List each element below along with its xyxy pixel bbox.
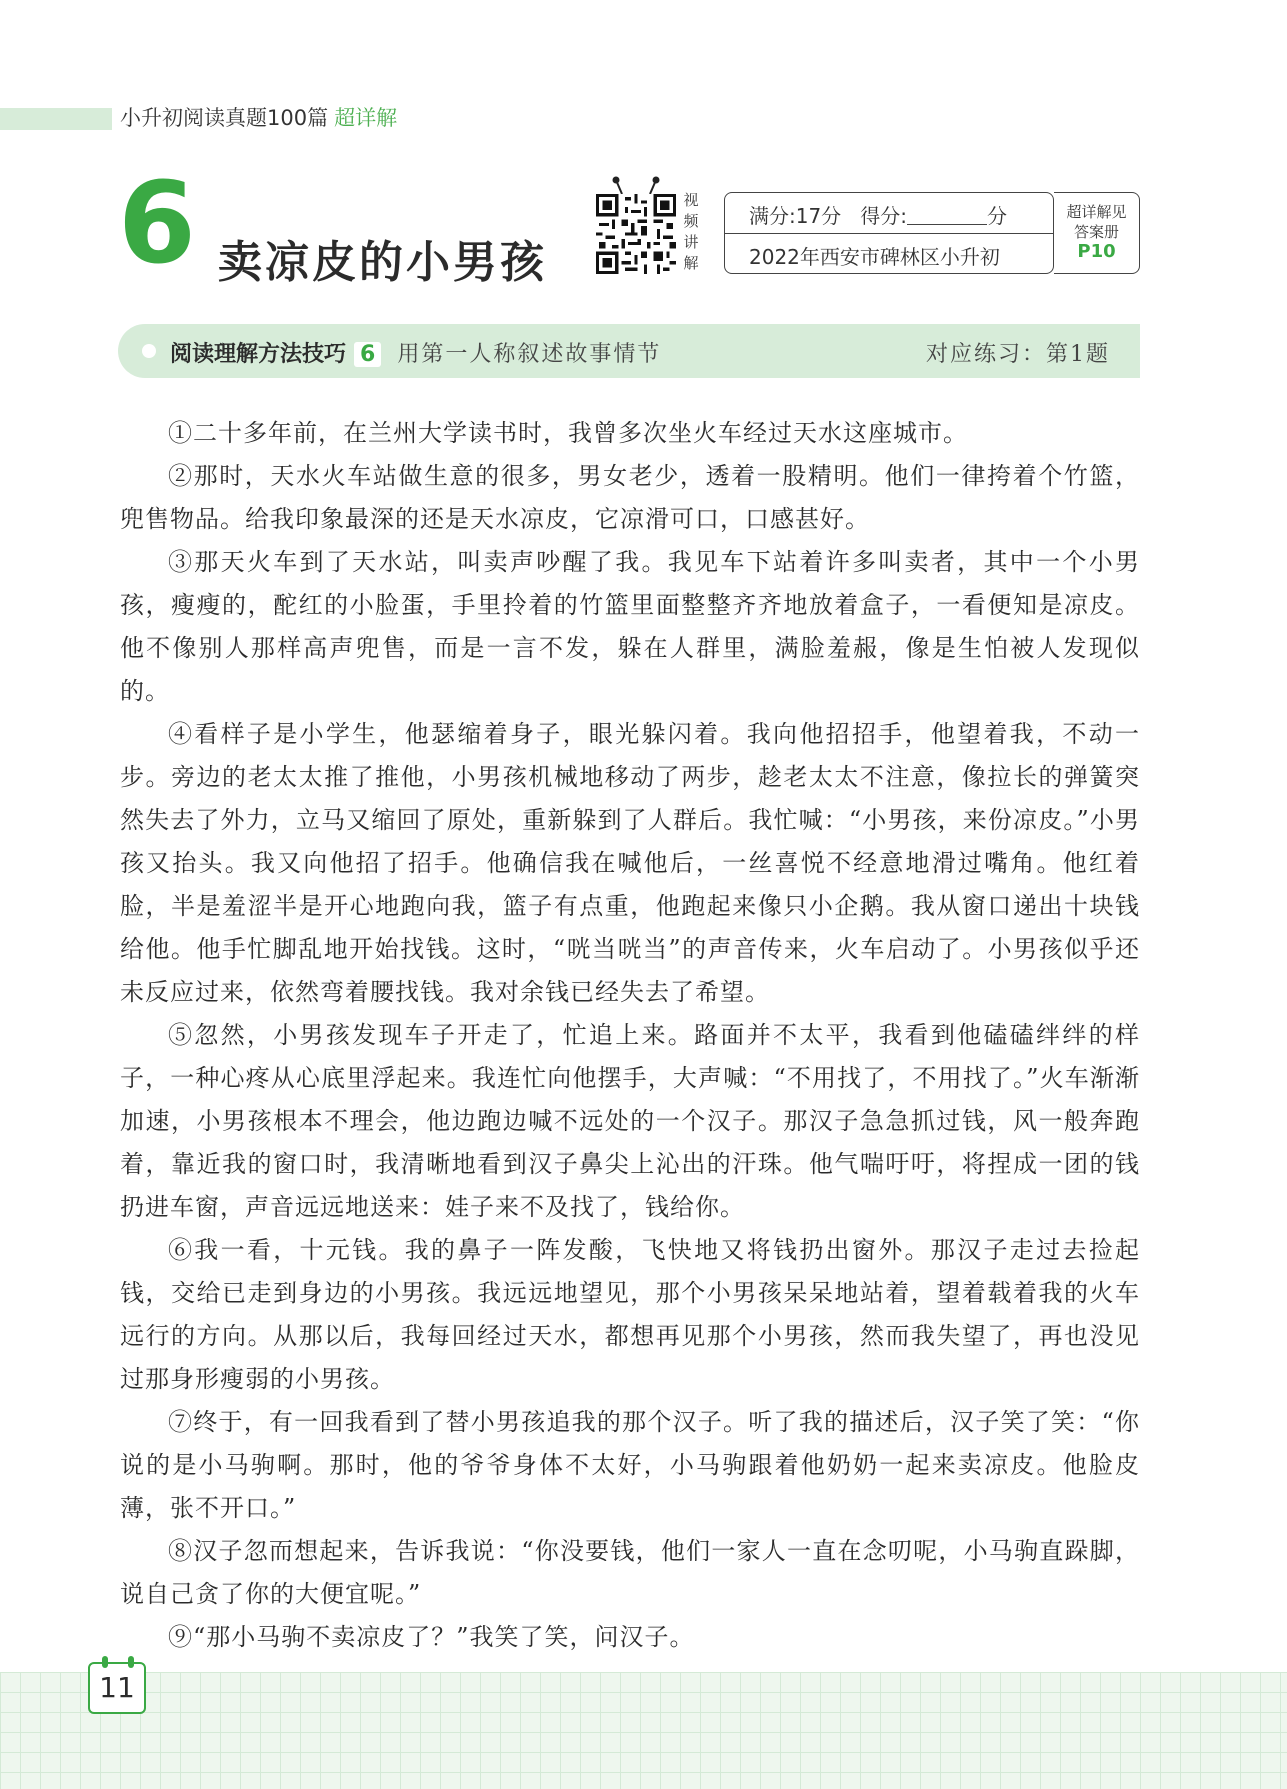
paragraph: ⑥我一看，十元钱。我的鼻子一阵发酸，飞快地又将钱扔出窗外。那汉子走过去捡起钱，交给已走到身边的小男孩。我远远地望见，那个小男孩呆呆地站着，望着载着我的火车远行的方向。从那以后，我每回经过天水，都想再见那个小男孩，然而我失望了，再也没见过那身形瘦弱的小男孩。 xyxy=(120,1236,1140,1393)
paragraph: ⑤忽然，小男孩发现车子开走了，忙追上来。路面并不太平，我看到他磕磕绊绊的样子，一种心疼从心底里浮起来。我连忙向他摆手，大声喊：“不用找了，不用找了。”火车渐渐加速，小男孩根本不理会，他边跑边喊不远处的一个汉子。那汉子急急抓过钱，风一般奔跑着，靠近我的窗口时，我清晰地看到汉子鼻尖上沁出的汗珠。他气喘吁吁，将捏成一团的钱扔进车窗，声音远远地送来：娃子来不及找了，钱给你。 xyxy=(120,1021,1140,1221)
paragraph: ⑦终于，有一回我看到了替小男孩追我的那个汉子。听了我的描述后，汉子笑了笑：“你说的是小马驹啊。那时，他的爷爷身体不太好，小马驹跟着他奶奶一起来卖凉皮。他脸皮薄，张不开口。” xyxy=(120,1408,1140,1522)
method-banner xyxy=(118,324,1140,378)
full-score: 满分:17分 xyxy=(749,204,842,228)
score-unit: 分 xyxy=(987,204,1008,228)
series-title: 小升初阅读真题100篇 超详解 xyxy=(120,106,398,130)
exam-source: 2022年西安市碑林区小升初 xyxy=(749,245,1000,269)
qr-code[interactable] xyxy=(596,176,676,274)
bullet-dot-icon xyxy=(142,344,156,358)
binder-ring-icon xyxy=(102,1656,108,1668)
lesson-number: 6 xyxy=(118,159,196,289)
method-label: 阅读理解方法技巧 6 用第一人称叙述故事情节 xyxy=(170,342,662,367)
header-band xyxy=(0,108,112,130)
footer-grid xyxy=(0,1672,1287,1789)
binder-ring-icon xyxy=(128,1656,134,1668)
paragraph: ⑨“那小马驹不卖凉皮了？”我笑了笑，问汉子。 xyxy=(168,1623,695,1651)
paragraph: ③那天火车到了天水站，叫卖声吵醒了我。我见车下站着许多叫卖者，其中一个小男孩，瘦瘦的，酡红的小脸蛋，手里拎着的竹篮里面整整齐齐地放着盒子，一看便知是凉皮。他不像别人那样高声兜售，而是一言不发，躲在人群里，满脸羞赧，像是生怕被人发现似的。 xyxy=(120,548,1140,705)
answer-reference: 超详解见 答案册 P10 xyxy=(1054,192,1140,274)
score-divider xyxy=(725,233,1053,234)
paragraph: ①二十多年前，在兰州大学读书时，我曾多次坐火车经过天水这座城市。 xyxy=(168,419,968,447)
paragraph: ⑧汉子忽而想起来，告诉我说：“你没要钱，他们一家人一直在念叨呢，小马驹直跺脚，说自己贪了你的大便宜呢。” xyxy=(120,1537,1140,1608)
answer-page: P10 xyxy=(1077,241,1116,262)
score-blank[interactable] xyxy=(907,206,987,225)
qr-code-icon xyxy=(596,194,676,274)
page-number: 11 xyxy=(88,1662,146,1714)
score-label: 得分: xyxy=(860,204,908,228)
lesson-title: 卖凉皮的小男孩 xyxy=(218,237,547,288)
paragraph: ④看样子是小学生，他瑟缩着身子，眼光躲闪着。我向他招招手，他望着我，不动一步。旁边的老太太推了推他，小男孩机械地移动了两步，趁老太太不注意，像拉长的弹簧突然失去了外力，立马又缩回了原处，重新躲到了人群后。我忙喊：“小男孩，来份凉皮。”小男孩又抬头。我又向他招了招手。他确信我在喊他后，一丝喜悦不经意地滑过嘴角。他红着脸，半是羞涩半是开心地跑向我，篮子有点重，他跑起来像只小企鹅。我从窗口递出十块钱给他。他手忙脚乱地开始找钱。这时，“咣当咣当”的声音传来，火车启动了。小男孩似乎还未反应过来，依然弯着腰找钱。我对余钱已经失去了希望。 xyxy=(120,720,1140,1006)
score-box xyxy=(724,192,1054,274)
video-explain-label: 视 频 讲 解 xyxy=(683,191,699,272)
series-accent: 超详解 xyxy=(334,106,398,130)
robot-antenna-icon xyxy=(610,176,662,194)
method-number: 6 xyxy=(354,342,381,367)
method-topic: 用第一人称叙述故事情节 xyxy=(397,342,662,367)
paragraph: ②那时，天水火车站做生意的很多，男女老少，透着一股精明。他们一律挎着个竹篮，兜售物品。给我印象最深的还是天水凉皮，它凉滑可口，口感甚好。 xyxy=(120,462,1140,533)
score-row xyxy=(749,200,1007,229)
article-body xyxy=(120,412,1140,1659)
practice-reference: 对应练习：第1题 xyxy=(926,342,1110,367)
